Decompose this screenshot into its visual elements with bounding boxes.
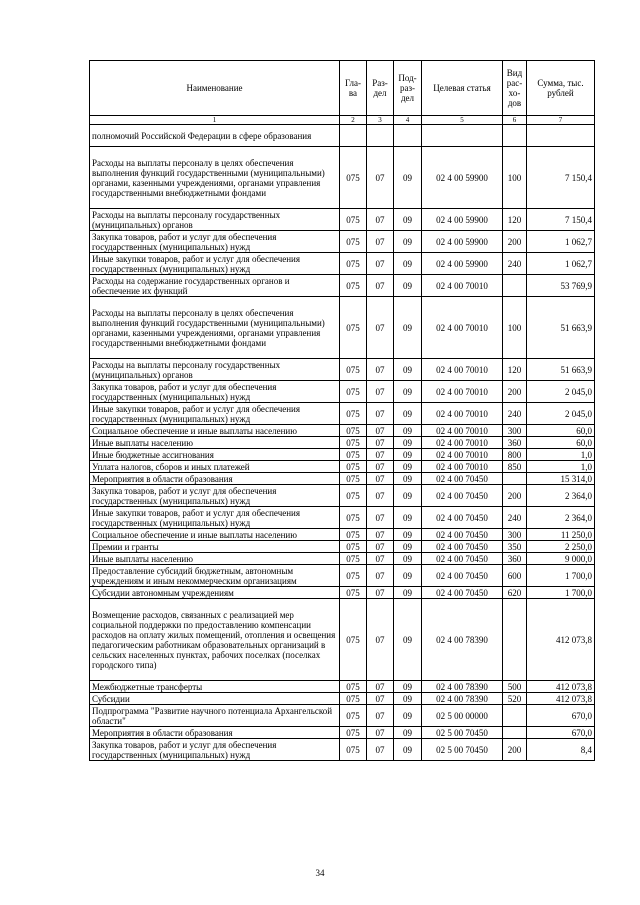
row-target-cell: 02 4 00 70010: [422, 461, 503, 473]
row-sum-cell: 51 663,9: [527, 297, 595, 359]
row-target-cell: 02 4 00 70450: [422, 565, 503, 587]
row-glava-cell: [340, 125, 367, 147]
row-glava-cell: 075: [340, 449, 367, 461]
row-razdel-cell: 07: [367, 739, 394, 761]
row-target-cell: 02 4 00 59900: [422, 209, 503, 231]
row-vid-cell: 350: [503, 541, 527, 553]
row-target-cell: 02 4 00 59900: [422, 253, 503, 275]
row-name-cell: Премии и гранты: [90, 541, 340, 553]
row-name-cell: Социальное обеспечение и иные выплаты населению: [90, 529, 340, 541]
table-row: [90, 473, 595, 485]
row-podrazdel-cell: 09: [394, 693, 422, 705]
row-glava-cell: 075: [340, 485, 367, 507]
row-name-cell: Иные закупки товаров, работ и услуг для обеспечения государственных (муниципальных) нужд: [90, 403, 340, 425]
page-number: 34: [315, 868, 325, 878]
column-number: 6: [503, 116, 527, 125]
row-name-cell: Иные выплаты населению: [90, 437, 340, 449]
row-sum-cell: 2 045,0: [527, 403, 595, 425]
table-row: [90, 587, 595, 599]
row-vid-cell: [503, 125, 527, 147]
row-vid-cell: 200: [503, 739, 527, 761]
row-target-cell: 02 4 00 70450: [422, 587, 503, 599]
row-vid-cell: 100: [503, 147, 527, 209]
row-podrazdel-cell: 09: [394, 425, 422, 437]
row-sum-cell: 2 045,0: [527, 381, 595, 403]
row-target-cell: 02 5 00 70450: [422, 727, 503, 739]
row-vid-cell: 240: [503, 507, 527, 529]
row-name-cell: Иные выплаты населению: [90, 553, 340, 565]
row-glava-cell: 075: [340, 297, 367, 359]
row-target-cell: 02 4 00 70010: [422, 425, 503, 437]
row-vid-cell: 800: [503, 449, 527, 461]
row-glava-cell: 075: [340, 403, 367, 425]
row-razdel-cell: 07: [367, 727, 394, 739]
row-razdel-cell: 07: [367, 275, 394, 297]
row-podrazdel-cell: 09: [394, 209, 422, 231]
table-row: [90, 297, 595, 359]
row-target-cell: 02 4 00 59900: [422, 147, 503, 209]
row-glava-cell: 075: [340, 461, 367, 473]
row-name-cell: Иные закупки товаров, работ и услуг для обеспечения государственных (муниципальных) нужд: [90, 253, 340, 275]
row-podrazdel-cell: 09: [394, 553, 422, 565]
row-razdel-cell: 07: [367, 209, 394, 231]
row-sum-cell: 2 364,0: [527, 507, 595, 529]
row-podrazdel-cell: 09: [394, 587, 422, 599]
row-name-cell: Расходы на выплаты персоналу государственных (муниципальных) органов: [90, 359, 340, 381]
row-razdel-cell: 07: [367, 473, 394, 485]
row-glava-cell: 075: [340, 599, 367, 681]
row-name-cell: Закупка товаров, работ и услуг для обеспечения государственных (муниципальных) нужд: [90, 231, 340, 253]
row-podrazdel-cell: 09: [394, 275, 422, 297]
row-podrazdel-cell: 09: [394, 461, 422, 473]
row-target-cell: 02 4 00 70450: [422, 529, 503, 541]
row-glava-cell: 075: [340, 565, 367, 587]
table-row: [90, 529, 595, 541]
row-razdel-cell: 07: [367, 529, 394, 541]
row-sum-cell: 11 250,0: [527, 529, 595, 541]
header-razdel: Раз-дел: [367, 61, 394, 116]
row-name-cell: Расходы на содержание государственных органов и обеспечение их функций: [90, 275, 340, 297]
row-vid-cell: 500: [503, 681, 527, 693]
row-podrazdel-cell: 09: [394, 253, 422, 275]
row-podrazdel-cell: 09: [394, 529, 422, 541]
row-sum-cell: 412 073,8: [527, 599, 595, 681]
row-name-cell: Расходы на выплаты персоналу в целях обеспечения выполнения функций государственными (муниципальными) органами, казенными учреждениями, органами управления государственными внебюджетными фондами: [90, 297, 340, 359]
row-name-cell: Расходы на выплаты персоналу в целях обеспечения выполнения функций государственными (муниципальными) органами, казенными учреждениями, органами управления государственными внебюджетными фондами: [90, 147, 340, 209]
row-razdel-cell: 07: [367, 705, 394, 727]
row-podrazdel-cell: 09: [394, 681, 422, 693]
row-vid-cell: 240: [503, 403, 527, 425]
row-razdel-cell: 07: [367, 587, 394, 599]
column-number-row: [90, 116, 595, 125]
row-vid-cell: 200: [503, 381, 527, 403]
row-target-cell: 02 4 00 70450: [422, 541, 503, 553]
row-podrazdel-cell: 09: [394, 231, 422, 253]
row-sum-cell: 53 769,9: [527, 275, 595, 297]
row-vid-cell: 300: [503, 529, 527, 541]
row-target-cell: 02 4 00 59900: [422, 231, 503, 253]
row-target-cell: 02 4 00 70450: [422, 553, 503, 565]
row-sum-cell: 7 150,4: [527, 147, 595, 209]
header-vid: Вид рас-хо-дов: [503, 61, 527, 116]
row-vid-cell: 850: [503, 461, 527, 473]
row-razdel-cell: 07: [367, 461, 394, 473]
row-glava-cell: 075: [340, 473, 367, 485]
row-vid-cell: 100: [503, 297, 527, 359]
row-podrazdel-cell: 09: [394, 507, 422, 529]
table-row: [90, 231, 595, 253]
row-target-cell: 02 4 00 70450: [422, 507, 503, 529]
row-sum-cell: 412 073,8: [527, 681, 595, 693]
row-sum-cell: 60,0: [527, 437, 595, 449]
row-glava-cell: 075: [340, 147, 367, 209]
row-podrazdel-cell: 09: [394, 473, 422, 485]
row-name-cell: Иные закупки товаров, работ и услуг для обеспечения государственных (муниципальных) нужд: [90, 507, 340, 529]
header-glava: Гла-ва: [340, 61, 367, 116]
row-name-cell: Субсидии автономным учреждениям: [90, 587, 340, 599]
table-row: [90, 275, 595, 297]
row-vid-cell: 360: [503, 553, 527, 565]
row-target-cell: [422, 125, 503, 147]
row-name-cell: Иные бюджетные ассигнования: [90, 449, 340, 461]
row-glava-cell: 075: [340, 553, 367, 565]
row-sum-cell: 1 700,0: [527, 565, 595, 587]
row-target-cell: 02 4 00 70010: [422, 437, 503, 449]
row-glava-cell: 075: [340, 209, 367, 231]
row-glava-cell: 075: [340, 587, 367, 599]
row-razdel-cell: 07: [367, 553, 394, 565]
row-sum-cell: 9 000,0: [527, 553, 595, 565]
row-podrazdel-cell: 09: [394, 381, 422, 403]
header-row: [90, 61, 595, 116]
row-vid-cell: 520: [503, 693, 527, 705]
row-glava-cell: 075: [340, 437, 367, 449]
row-sum-cell: 670,0: [527, 705, 595, 727]
row-razdel-cell: 07: [367, 599, 394, 681]
row-podrazdel-cell: 09: [394, 437, 422, 449]
row-sum-cell: 1,0: [527, 449, 595, 461]
row-razdel-cell: 07: [367, 565, 394, 587]
row-glava-cell: 075: [340, 425, 367, 437]
row-target-cell: 02 5 00 70450: [422, 739, 503, 761]
row-target-cell: 02 4 00 70010: [422, 359, 503, 381]
row-name-cell: полномочий Российской Федерации в сфере образования: [90, 125, 340, 147]
header-target: Целевая статья: [422, 61, 503, 116]
table-row: [90, 553, 595, 565]
row-name-cell: Подпрограмма "Развитие научного потенциала Архангельской области": [90, 705, 340, 727]
row-name-cell: Субсидии: [90, 693, 340, 705]
row-razdel-cell: 07: [367, 253, 394, 275]
row-name-cell: Уплата налогов, сборов и иных платежей: [90, 461, 340, 473]
row-target-cell: 02 4 00 70010: [422, 297, 503, 359]
row-vid-cell: [503, 599, 527, 681]
table-row: [90, 565, 595, 587]
row-vid-cell: 600: [503, 565, 527, 587]
row-target-cell: 02 4 00 70450: [422, 485, 503, 507]
row-razdel-cell: 07: [367, 425, 394, 437]
header-sum: Сумма, тыс. рублей: [527, 61, 595, 116]
table-row: [90, 461, 595, 473]
row-sum-cell: 2 250,0: [527, 541, 595, 553]
row-target-cell: 02 4 00 78390: [422, 599, 503, 681]
column-number: 4: [394, 116, 422, 125]
row-name-cell: Закупка товаров, работ и услуг для обеспечения государственных (муниципальных) нужд: [90, 381, 340, 403]
row-vid-cell: 200: [503, 485, 527, 507]
table-row: [90, 403, 595, 425]
row-name-cell: Мероприятия в области образования: [90, 473, 340, 485]
row-glava-cell: 075: [340, 681, 367, 693]
row-podrazdel-cell: 09: [394, 727, 422, 739]
row-sum-cell: 670,0: [527, 727, 595, 739]
table-row: [90, 209, 595, 231]
row-razdel-cell: 07: [367, 231, 394, 253]
row-sum-cell: 8,4: [527, 739, 595, 761]
row-target-cell: 02 4 00 78390: [422, 693, 503, 705]
table-row: [90, 147, 595, 209]
table-row: [90, 125, 595, 147]
column-number: 1: [90, 116, 340, 125]
table-row: [90, 485, 595, 507]
row-glava-cell: 075: [340, 529, 367, 541]
table-row: [90, 437, 595, 449]
column-number: 5: [422, 116, 503, 125]
column-number: 3: [367, 116, 394, 125]
table-row: [90, 599, 595, 681]
row-podrazdel-cell: 09: [394, 705, 422, 727]
row-name-cell: Расходы на выплаты персоналу государственных (муниципальных) органов: [90, 209, 340, 231]
row-target-cell: 02 4 00 70010: [422, 449, 503, 461]
row-glava-cell: 075: [340, 541, 367, 553]
header-name: Наименование: [90, 61, 340, 116]
row-razdel-cell: 07: [367, 437, 394, 449]
row-vid-cell: 240: [503, 253, 527, 275]
column-number: 2: [340, 116, 367, 125]
row-razdel-cell: 07: [367, 507, 394, 529]
row-razdel-cell: 07: [367, 403, 394, 425]
row-razdel-cell: 07: [367, 147, 394, 209]
table-row: [90, 381, 595, 403]
row-glava-cell: 075: [340, 693, 367, 705]
row-glava-cell: 075: [340, 739, 367, 761]
row-name-cell: Закупка товаров, работ и услуг для обеспечения государственных (муниципальных) нужд: [90, 485, 340, 507]
row-sum-cell: 1 700,0: [527, 587, 595, 599]
row-razdel-cell: 07: [367, 297, 394, 359]
table-body: [90, 125, 595, 761]
row-sum-cell: [527, 125, 595, 147]
row-vid-cell: 120: [503, 359, 527, 381]
row-target-cell: 02 5 00 00000: [422, 705, 503, 727]
row-name-cell: Возмещение расходов, связанных с реализацией мер социальной поддержки по предоставлению компенсации расходов на оплату жилых помещений, отопления и освещения педагогическим работникам образовательных организаций в сельских населенных пунктах, рабочих поселках (поселках городского типа): [90, 599, 340, 681]
row-podrazdel-cell: [394, 125, 422, 147]
row-glava-cell: 075: [340, 275, 367, 297]
table-row: [90, 727, 595, 739]
row-target-cell: 02 4 00 70010: [422, 403, 503, 425]
row-glava-cell: 075: [340, 359, 367, 381]
row-vid-cell: 200: [503, 231, 527, 253]
row-glava-cell: 075: [340, 231, 367, 253]
row-razdel-cell: 07: [367, 681, 394, 693]
row-podrazdel-cell: 09: [394, 599, 422, 681]
row-razdel-cell: 07: [367, 381, 394, 403]
row-podrazdel-cell: 09: [394, 485, 422, 507]
row-sum-cell: 7 150,4: [527, 209, 595, 231]
row-name-cell: Предоставление субсидий бюджетным, автономным учреждениям и иным некоммерческим организациям: [90, 565, 340, 587]
row-sum-cell: 60,0: [527, 425, 595, 437]
row-podrazdel-cell: 09: [394, 541, 422, 553]
row-target-cell: 02 4 00 78390: [422, 681, 503, 693]
row-vid-cell: 360: [503, 437, 527, 449]
row-podrazdel-cell: 09: [394, 449, 422, 461]
row-sum-cell: 15 314,0: [527, 473, 595, 485]
row-vid-cell: [503, 727, 527, 739]
row-vid-cell: [503, 275, 527, 297]
row-podrazdel-cell: 09: [394, 359, 422, 381]
row-target-cell: 02 4 00 70010: [422, 275, 503, 297]
row-vid-cell: 620: [503, 587, 527, 599]
row-sum-cell: 1 062,7: [527, 231, 595, 253]
row-vid-cell: [503, 705, 527, 727]
column-number: 7: [527, 116, 595, 125]
row-vid-cell: 120: [503, 209, 527, 231]
row-sum-cell: 1 062,7: [527, 253, 595, 275]
row-name-cell: Мероприятия в области образования: [90, 727, 340, 739]
header-podrazdel: Под-раз-дел: [394, 61, 422, 116]
table-row: [90, 541, 595, 553]
row-podrazdel-cell: 09: [394, 147, 422, 209]
table-row: [90, 507, 595, 529]
table-row: [90, 693, 595, 705]
table-row: [90, 681, 595, 693]
row-vid-cell: [503, 473, 527, 485]
row-razdel-cell: 07: [367, 485, 394, 507]
row-razdel-cell: 07: [367, 449, 394, 461]
table-row: [90, 449, 595, 461]
row-razdel-cell: [367, 125, 394, 147]
table-row: [90, 425, 595, 437]
row-glava-cell: 075: [340, 705, 367, 727]
row-name-cell: Межбюджетные трансферты: [90, 681, 340, 693]
row-razdel-cell: 07: [367, 541, 394, 553]
row-sum-cell: 51 663,9: [527, 359, 595, 381]
row-sum-cell: 1,0: [527, 461, 595, 473]
row-target-cell: 02 4 00 70010: [422, 381, 503, 403]
row-vid-cell: 300: [503, 425, 527, 437]
row-glava-cell: 075: [340, 727, 367, 739]
row-podrazdel-cell: 09: [394, 739, 422, 761]
table-row: [90, 359, 595, 381]
table-row: [90, 739, 595, 761]
row-podrazdel-cell: 09: [394, 297, 422, 359]
row-glava-cell: 075: [340, 381, 367, 403]
row-sum-cell: 2 364,0: [527, 485, 595, 507]
row-glava-cell: 075: [340, 253, 367, 275]
table-row: [90, 705, 595, 727]
row-name-cell: Закупка товаров, работ и услуг для обеспечения государственных (муниципальных) нужд: [90, 739, 340, 761]
table-row: [90, 253, 595, 275]
budget-table: [89, 60, 595, 761]
row-razdel-cell: 07: [367, 693, 394, 705]
row-glava-cell: 075: [340, 507, 367, 529]
row-sum-cell: 412 073,8: [527, 693, 595, 705]
row-name-cell: Социальное обеспечение и иные выплаты населению: [90, 425, 340, 437]
row-podrazdel-cell: 09: [394, 565, 422, 587]
row-target-cell: 02 4 00 70450: [422, 473, 503, 485]
row-podrazdel-cell: 09: [394, 403, 422, 425]
row-razdel-cell: 07: [367, 359, 394, 381]
